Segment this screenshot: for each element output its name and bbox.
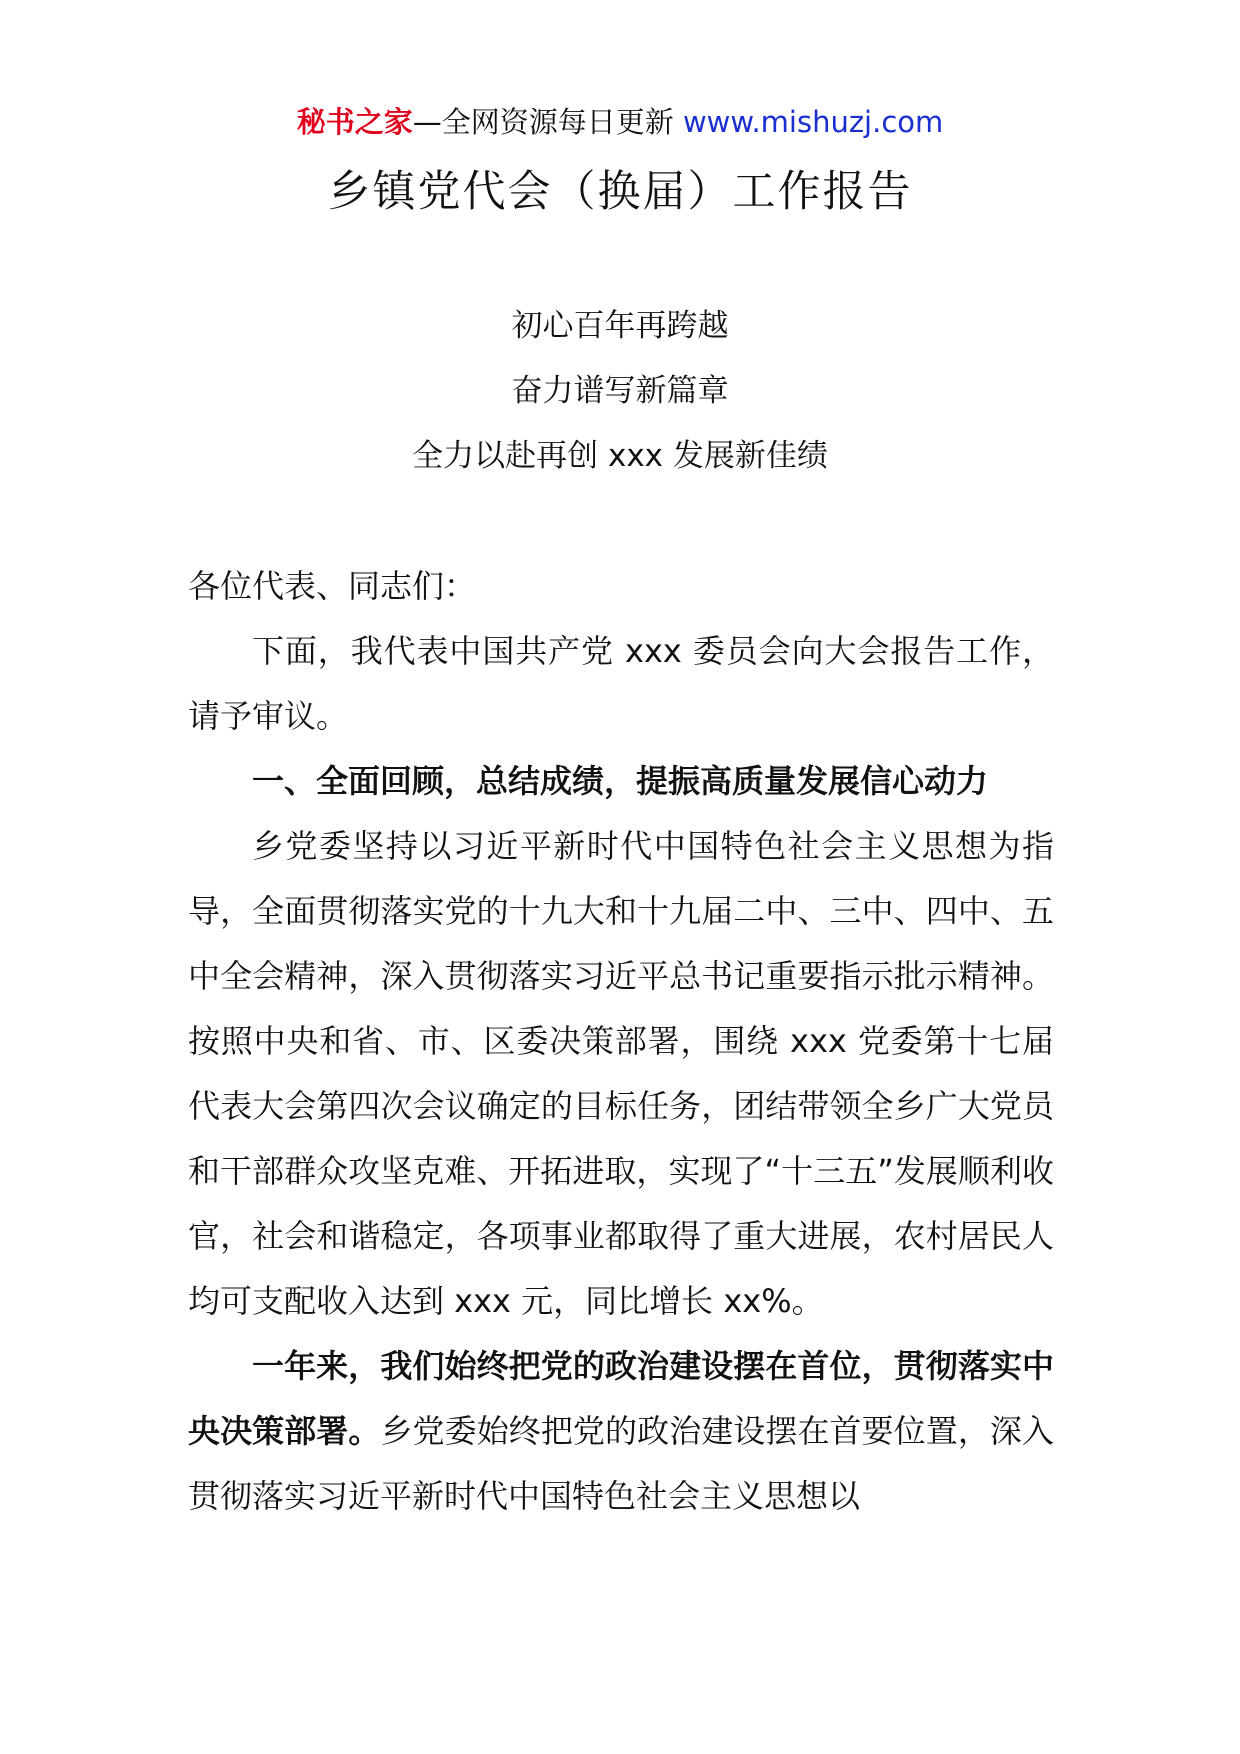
watermark-banner [0,102,1240,142]
subtitle-line-2: 奋力谱写新篇章 [511,373,729,409]
intro-paragraph: 下面，我代表中国共产党 xxx 委员会向大会报告工作，请予审议。 [188,632,1054,735]
subtitle-block [0,294,1240,489]
watermark-url[interactable]: www.mishuzj.com [682,105,944,139]
subtitle-line-3: 全力以赴再创 xxx 发展新佳绩 [412,438,828,474]
section-heading-1: 一、全面回顾，总结成绩，提振高质量发展信心动力 [252,762,989,800]
watermark-slogan: —全网资源每日更新 [412,105,683,139]
document-body [188,554,1054,1529]
paragraph-rest: 乡党委始终把党的政治建设摆在首要位置，深入贯彻落实习近平新时代中国特色社会主义思想以 [188,1412,1054,1515]
section-1-paragraph-1: 乡党委坚持以习近平新时代中国特色社会主义思想为指导，全面贯彻落实党的十九大和十九届二中、三中、四中、五中全会精神，深入贯彻落实习近平总书记重要指示批示精神。按照中央和省、市、区委决策部署，围绕 xxx 党委第十七届代表大会第四次会议确定的目标任务，团结带领全乡广大党员和干部群众攻坚克难、开拓进取，实现了“十三五”发展顺利收官，社会和谐稳定，各项事业都取得了重大进展，农村居民人均可支配收入达到 xxx 元，同比增长 xx%。 [188,827,1054,1320]
document-title: 乡镇党代会（换届）工作报告 [327,167,913,217]
watermark-brand: 秘书之家 [296,105,413,139]
paragraph-lead-bold: 一年来，我们始终把党的政治建设摆在首位，贯彻落实中央决策部署。 [188,1347,1054,1450]
salutation: 各位代表、同志们： [188,567,477,605]
subtitle-line-1: 初心百年再跨越 [511,308,729,344]
section-1-paragraph-2 [188,1334,1054,1529]
